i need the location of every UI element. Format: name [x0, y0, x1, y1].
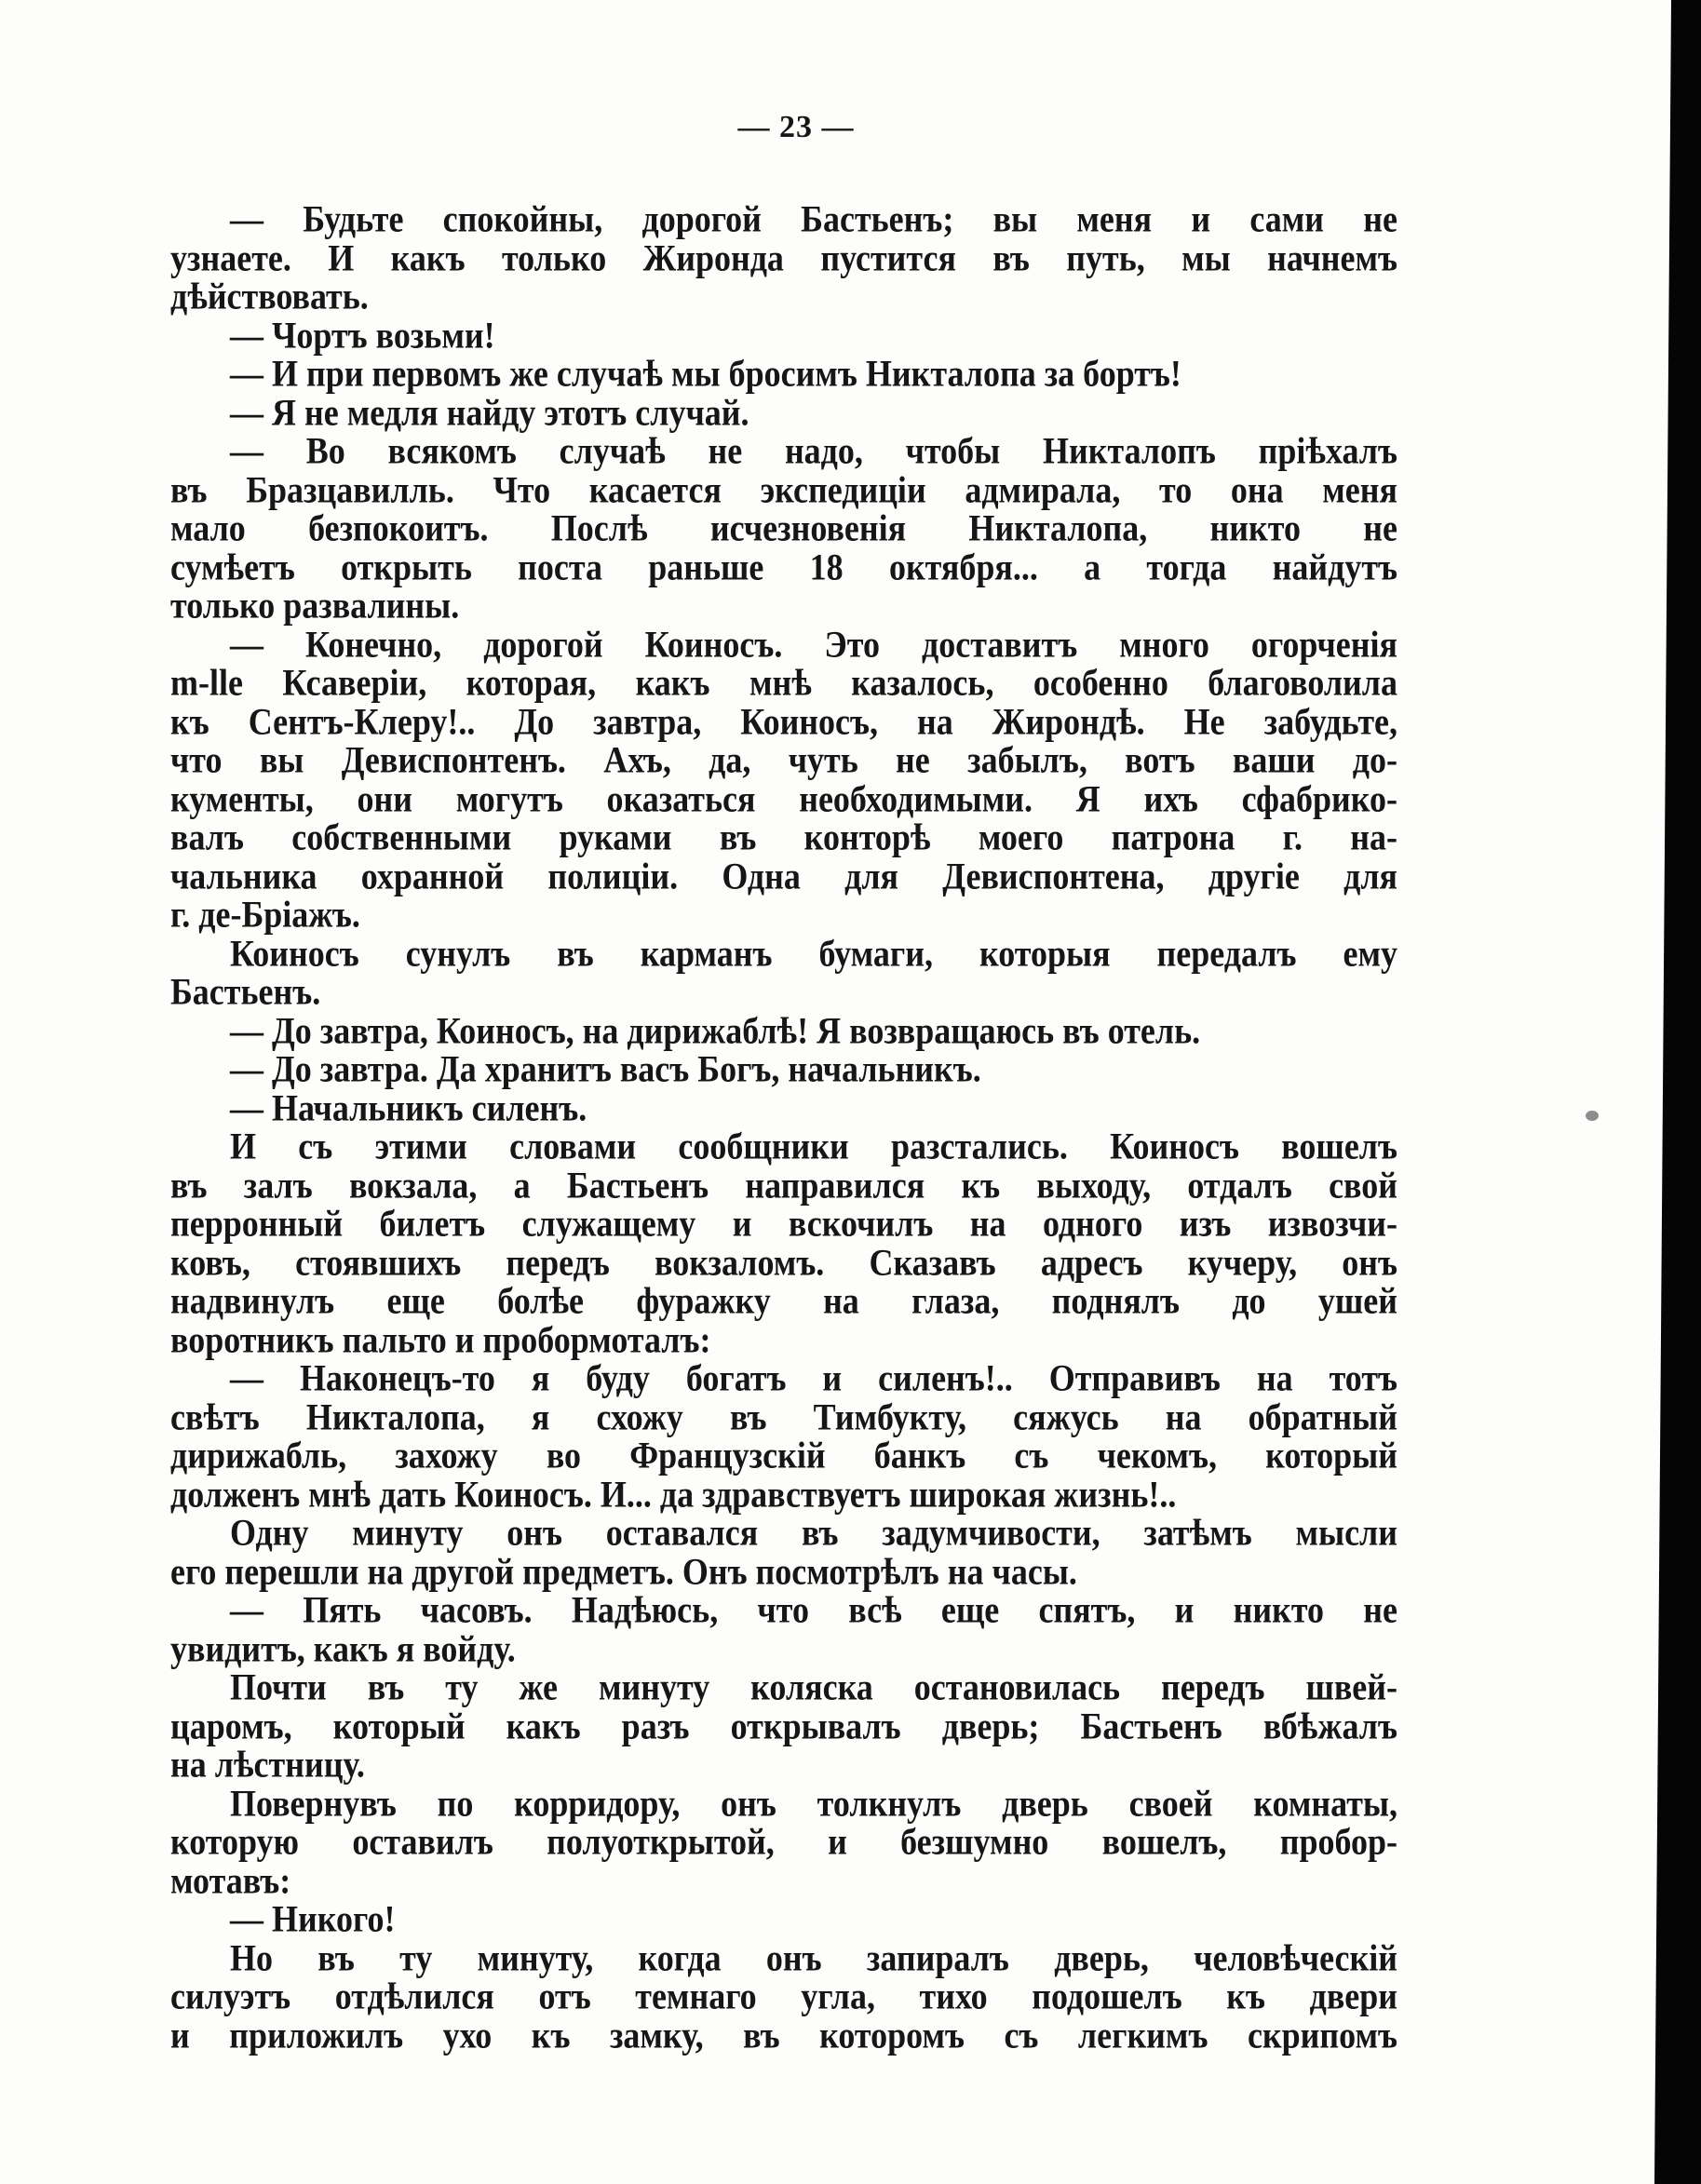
- text-line: которую оставилъ полуоткрытой, и безшумно вошелъ, пробор-: [170, 1820, 1397, 1863]
- text-line: къ Сентъ-Клеру!.. До завтра, Коиносъ, на Жирондѣ. Не забудьте,: [170, 700, 1397, 742]
- text-line: Повернувъ по корридору, онъ толкнулъ дверь своей комнаты,: [230, 1782, 1397, 1824]
- text-line: г. де-Бріажъ.: [170, 893, 360, 936]
- text-line: что вы Девиспонтенъ. Ахъ, да, чуть не забылъ, вотъ ваши до-: [170, 738, 1397, 781]
- text-line: силуэтъ отдѣлился отъ темнаго угла, тихо подошелъ къ двери: [170, 1975, 1397, 2017]
- text-line: — Конечно, дорогой Коиносъ. Это доставитъ много огорченія: [230, 623, 1397, 665]
- body-text: [170, 197, 1397, 2056]
- text-line: — Я не медля найду этотъ случай.: [230, 391, 749, 433]
- text-line: надвинулъ еще болѣе фуражку на глаза, поднялъ до ушей: [170, 1279, 1397, 1322]
- text-line: Но въ ту минуту, когда онъ запиралъ дверь, человѣческій: [230, 1936, 1397, 1978]
- text-line: дѣйствовать.: [170, 275, 369, 317]
- text-line: перронный билетъ служащему и вскочилъ на одного изъ извозчи-: [170, 1202, 1397, 1245]
- page-number: — 23 —: [737, 110, 855, 144]
- text-line: — Никого!: [230, 1897, 396, 1940]
- text-line: долженъ мнѣ дать Коиносъ. И... да здравствуетъ широкая жизнь!..: [170, 1473, 1177, 1515]
- text-line: на лѣстницу.: [170, 1743, 365, 1786]
- text-line: — До завтра, Коиносъ, на дирижаблѣ! Я возвращаюсь въ отель.: [230, 1009, 1201, 1051]
- text-line: Бастьенъ.: [170, 970, 321, 1013]
- text-line: дирижабль, захожу во Французскій банкъ съ чекомъ, который: [170, 1434, 1397, 1476]
- text-line: только развалины.: [170, 584, 460, 627]
- text-line: И съ этими словами сообщники разстались. Коиносъ вошелъ: [230, 1125, 1397, 1167]
- text-line: Почти въ ту же минуту коляска остановилась передъ швей-: [230, 1665, 1397, 1708]
- text-line: увидитъ, какъ я войду.: [170, 1627, 516, 1669]
- text-line: валъ собственными руками въ конторѣ моего патрона г. на-: [170, 816, 1397, 858]
- text-line: сумѣетъ открыть поста раньше 18 октября... а тогда найдутъ: [170, 546, 1397, 587]
- text-line: въ Бразцавилль. Что касается экспедиціи адмирала, то она меня: [170, 468, 1397, 510]
- text-line: воротникъ пальто и пробормоталъ:: [170, 1318, 711, 1360]
- text-line: m-lle Ксаверіи, которая, какъ мнѣ казалось, особенно благоволила: [170, 661, 1397, 704]
- text-line: — До завтра. Да хранитъ васъ Богъ, начальникъ.: [230, 1047, 981, 1090]
- text-line: мотавъ:: [170, 1859, 291, 1901]
- ink-blot: [1586, 1111, 1599, 1121]
- text-line: Коиносъ сунулъ въ карманъ бумаги, которыя передалъ ему: [230, 932, 1397, 974]
- text-line: — Наконецъ-то я буду богатъ и силенъ!.. Отправивъ на тотъ: [230, 1356, 1397, 1399]
- text-line: чальника охранной полиціи. Одна для Девиспонтена, другіе для: [170, 855, 1397, 897]
- text-line: — Чортъ возьми!: [230, 314, 495, 356]
- text-line: — Начальникъ силенъ.: [230, 1086, 587, 1128]
- text-line: въ залъ вокзала, а Бастьенъ направился къ выходу, отдалъ свой: [170, 1164, 1397, 1206]
- text-line: и приложилъ ухо къ замку, въ которомъ съ легкимъ скрипомъ: [170, 2014, 1397, 2056]
- text-line: мало безпокоитъ. Послѣ исчезновенія Никталопа, никто не: [170, 506, 1397, 549]
- scan-black-border: [1654, 0, 1701, 2184]
- text-line: — Пять часовъ. Надѣюсь, что всѣ еще спятъ, и никто не: [230, 1588, 1397, 1631]
- text-line: — Будьте спокойны, дорогой Бастьенъ; вы меня и сами не: [230, 197, 1397, 240]
- text-line: царомъ, который какъ разъ открывалъ дверь; Бастьенъ вбѣжалъ: [170, 1705, 1397, 1746]
- text-line: — И при первомъ же случаѣ мы бросимъ Никталопа за бортъ!: [230, 352, 1181, 395]
- text-line: узнаете. И какъ только Жиронда пустится въ путь, мы начнемъ: [170, 236, 1397, 278]
- text-line: — Во всякомъ случаѣ не надо, чтобы Никталопъ пріѣхалъ: [230, 429, 1397, 472]
- text-line: свѣтъ Никталопа, я схожу въ Тимбукту, сяжусь на обратный: [170, 1395, 1397, 1437]
- text-line: кументы, они могутъ оказаться необходимыми. Я ихъ сфабрико-: [170, 777, 1397, 819]
- text-line: ковъ, стоявшихъ передъ вокзаломъ. Сказавъ адресъ кучеру, онъ: [170, 1241, 1397, 1283]
- text-line: его перешли на другой предметъ. Онъ посмотрѣлъ на часы.: [170, 1550, 1077, 1592]
- text-line: Одну минуту онъ оставался въ задумчивости, затѣмъ мысли: [230, 1511, 1397, 1554]
